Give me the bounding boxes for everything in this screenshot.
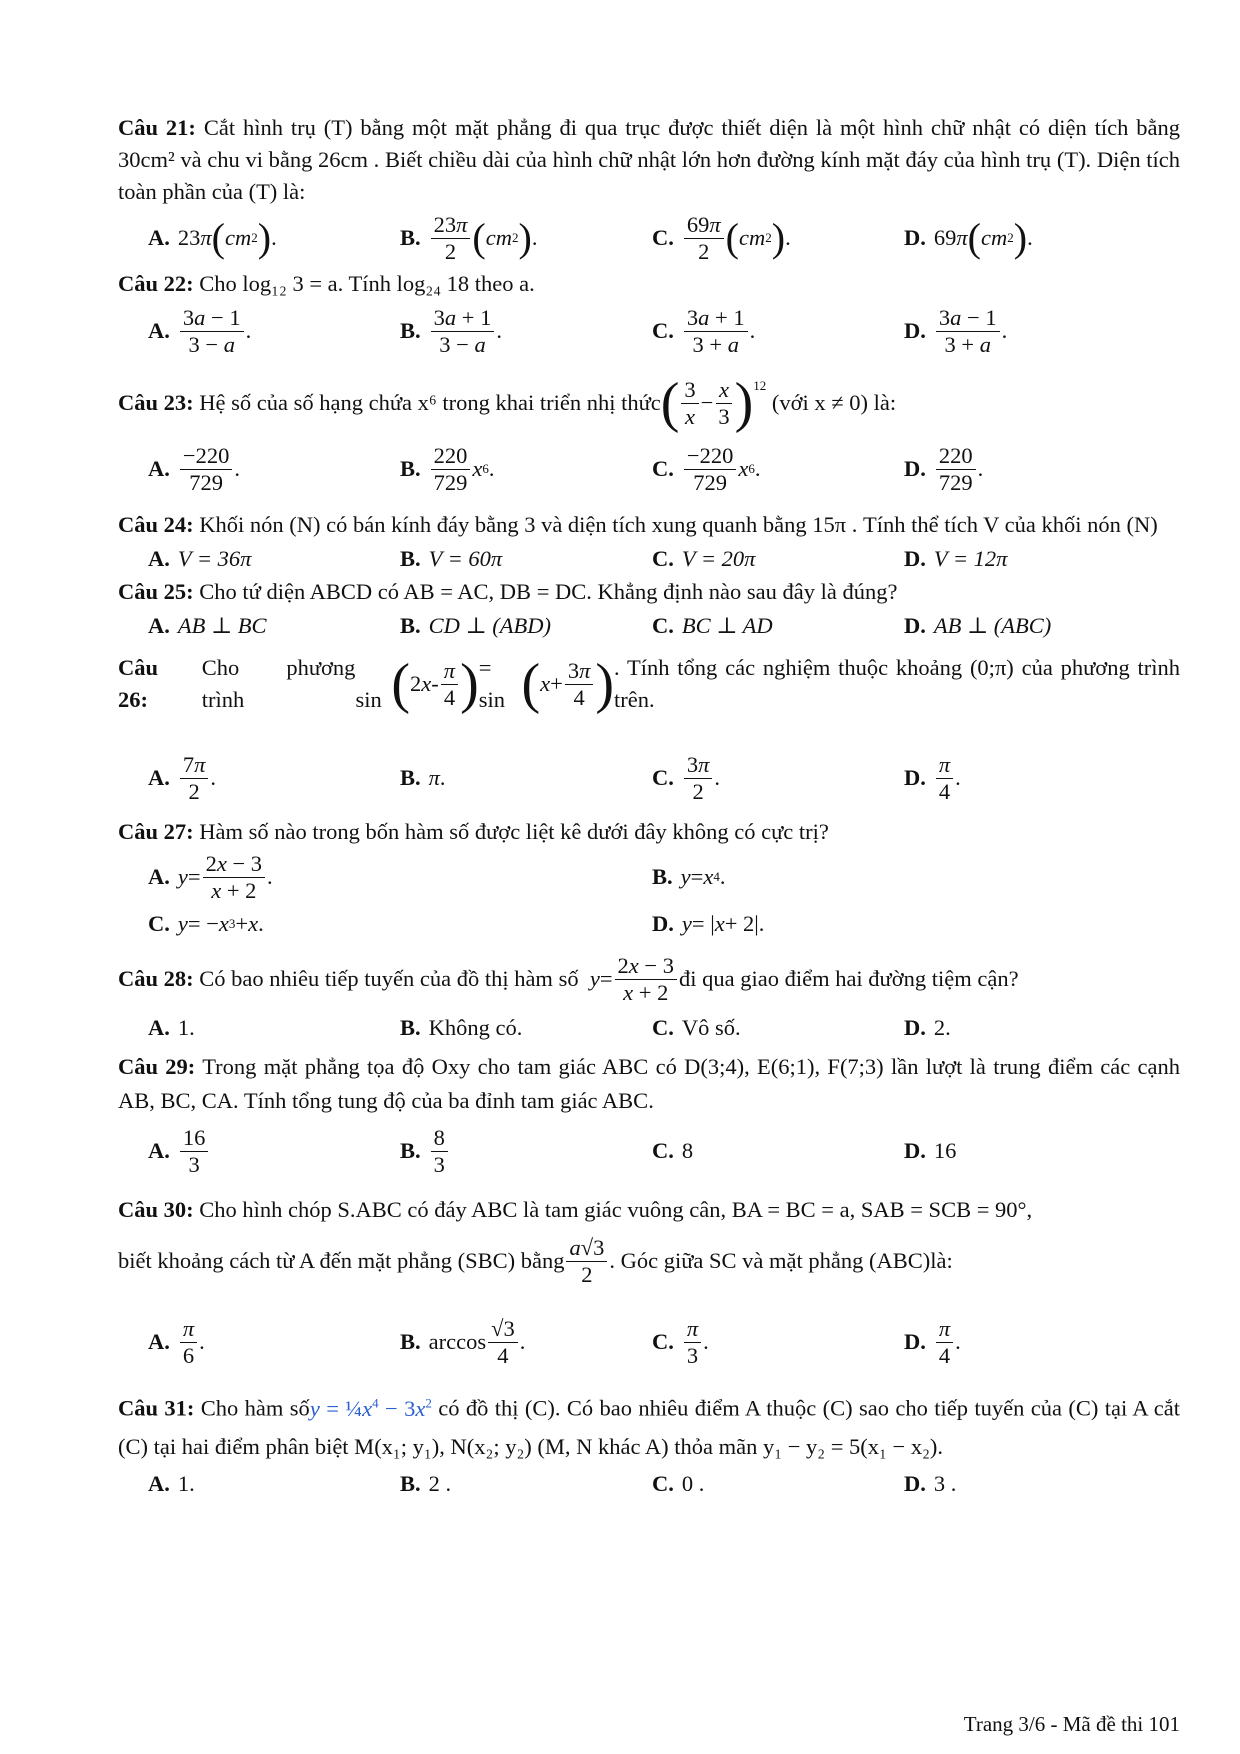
option-c[interactable]: C. 0 .: [652, 1470, 705, 1496]
option-d[interactable]: D. 3 .: [904, 1470, 957, 1496]
question-number: Câu 23:: [118, 390, 194, 415]
option-d[interactable]: D. $\frac{\pi}{4}$ .: [904, 751, 961, 804]
question-number: Câu 22:: [118, 271, 194, 296]
exam-page: [118, 112, 1180, 1502]
options-row: [148, 300, 1180, 362]
options-row: [148, 208, 1180, 268]
option-d[interactable]: D. V = 12π: [904, 546, 1008, 571]
question-stem: Cắt hình trụ (T) bằng một mặt phẳng đi qua trục được thiết diện là một hình chữ nhật có diện tích bằng 30cm² và chu vi bằng 26cm . Biết chiều dài của hình chữ nhật lớn hơn đường kính mặt đáy của hình trụ (T). Diện tích toàn phần của (T) là:: [118, 115, 1181, 204]
option-b[interactable]: B. $\frac{220}{729}$ x 6 .: [400, 442, 495, 495]
question-27: [118, 816, 1180, 942]
options-row: [148, 608, 1180, 644]
question-24: [118, 508, 1180, 576]
options-row: [148, 542, 1180, 576]
question-number: Câu 27:: [118, 819, 194, 844]
option-d[interactable]: D. 16: [904, 1138, 957, 1163]
option-a[interactable]: A. y = $\frac{2x - 3}{x + 2}$ .: [148, 850, 273, 903]
option-b[interactable]: B. $\frac{23\pi}{2}$ ( cm 2 ) .: [400, 211, 538, 264]
options-row: [148, 848, 1180, 906]
option-d[interactable]: D. y = | x + 2|.: [652, 911, 765, 936]
question-stem: Cho log₁₂ 3 = a. Tính log₂₄ 18 theo a.: [199, 271, 535, 296]
option-d[interactable]: D. 2.: [904, 1015, 951, 1040]
question-28: Câu 28: Có bao nhiêu tiếp tuyến của đồ thị hàm số y = $\frac{2x - 3}{x + 2}$ đi qua giao điểm hai đường tiệm cận? A. 1. B. Không có. C. Vô số. D. 2.: [118, 948, 1180, 1046]
option-b[interactable]: B. $\frac{8}{3}$: [400, 1125, 652, 1178]
option-c[interactable]: C. $\frac{3a + 1}{3 + a}$ .: [652, 304, 756, 357]
options-row: [148, 1466, 1180, 1502]
question-number: Câu 30:: [118, 1197, 194, 1222]
question-number: Câu 29:: [118, 1054, 196, 1079]
question-number: Câu 25:: [118, 579, 194, 604]
option-b[interactable]: B. CD ⊥ (ABD): [400, 613, 552, 638]
question-stem: Cho tứ diện ABCD có AB = AC, DB = DC. Khẳng định nào sau đây là đúng?: [199, 579, 898, 604]
option-a[interactable]: A. $\frac{\pi}{6}$ .: [148, 1315, 205, 1368]
question-stem: Khối nón (N) có bán kính đáy bằng 3 và diện tích xung quanh bằng 15π . Tính thể tích V của khối nón (N): [199, 512, 1158, 537]
option-b[interactable]: B. Không có.: [400, 1015, 523, 1040]
option-b[interactable]: B. arccos $\frac{√3}{4}$ .: [400, 1315, 526, 1368]
question-stem: Hàm số nào trong bốn hàm số được liệt kê dưới đây không có cực trị?: [199, 819, 829, 844]
question-30: Câu 30: Cho hình chóp S.ABC có đáy ABC là tam giác vuông cân, BA = BC = a, SAB = SCB = 90°, biết khoảng cách từ A đến mặt phẳng (SBC) bằng $\frac{a√3}{2}$ . Góc giữa SC và mặt phẳng (ABC)là: A. $\frac{\pi}{6}$ . B. arccos $\frac{√3}{4}$ . C. $\frac{\pi}{3}$ . D. $\frac{\pi}{4}$ .: [118, 1194, 1180, 1380]
option-c[interactable]: C. V = 20π: [652, 546, 756, 571]
option-d[interactable]: D. AB ⊥ (ABC): [904, 613, 1052, 638]
option-a[interactable]: A. 1.: [148, 1470, 195, 1496]
question-number: Câu 24:: [118, 512, 194, 537]
option-a[interactable]: A. $\frac{-220}{729}$ .: [148, 442, 240, 495]
question-29: [118, 1050, 1180, 1184]
option-b[interactable]: B. π .: [400, 765, 446, 790]
page-footer: Trang 3/6 - Mã đề thi 101: [963, 1712, 1180, 1736]
option-c[interactable]: C. BC ⊥ AD: [652, 613, 773, 638]
options-row: [148, 746, 1180, 810]
question-number: Câu 31:: [118, 1395, 195, 1421]
option-a[interactable]: A. $\frac{3a - 1}{3 - a}$ .: [148, 304, 252, 357]
option-d[interactable]: D. $\frac{3a - 1}{3 + a}$ .: [904, 304, 1008, 357]
option-a[interactable]: A. $\frac{7\pi}{2}$ .: [148, 751, 217, 804]
question-number: Câu 26:: [118, 655, 159, 712]
option-a[interactable]: A. 1.: [148, 1015, 195, 1040]
option-a[interactable]: A. AB ⊥ BC: [148, 613, 267, 638]
question-26: Câu 26: Cho phương trình sin ( 2 x - $\frac{\pi}{4}$ ) = sin ( x + $\frac{3\pi}{4}$ ) . Tính tổng các nghiệm thuộc khoảng (0;π) của phương trình trên. A. $\frac{7\pi}{2}$ . B. π . C. $\frac{3\pi}{2}$ . D. $\frac{\pi}{4}$ .: [118, 652, 1180, 810]
option-b[interactable]: B. 2 .: [400, 1470, 452, 1496]
option-d[interactable]: D. $\frac{\pi}{4}$ .: [904, 1315, 961, 1368]
option-a[interactable]: A. $\frac{16}{3}$: [148, 1125, 400, 1178]
option-c[interactable]: C. y = − x 3 + x .: [148, 911, 264, 936]
options-row: [148, 1118, 1180, 1184]
question-number: Câu 28:: [118, 966, 194, 991]
option-c[interactable]: C. $\frac{\pi}{3}$ .: [652, 1315, 709, 1368]
option-b[interactable]: B. $\frac{3a + 1}{3 - a}$ .: [400, 304, 502, 357]
option-c[interactable]: C. 8: [652, 1138, 694, 1163]
question-number: Câu 21:: [118, 115, 196, 140]
options-row: [148, 1010, 1180, 1046]
question-22: [118, 268, 1180, 362]
option-c[interactable]: C. $\frac{69\pi}{2}$ ( cm 2 ) .: [652, 211, 791, 264]
options-row: [148, 436, 1180, 502]
option-a[interactable]: A. 23 π ( cm 2 ) .: [148, 215, 277, 260]
option-b[interactable]: B. V = 60π: [400, 546, 503, 571]
options-row: [148, 906, 1180, 942]
question-31: Câu 31: Cho hàm sốy = $\frac{1}{4}x^4 - 3x^2$ có đồ thị (C). Có bao nhiêu điểm A thuộc (C) sao cho tiếp tuyến của (C) tại A cắt (C) tại hai điểm phân biệt M(x₁; y₁), N(x₂; y₂) (M, N khác A) thỏa mãn y₁ − y₂ = 5(x₁ − x₂). A. 1. B. 2 . C. 0 . D. 3 .: [118, 1384, 1180, 1502]
option-c[interactable]: C. Vô số.: [652, 1015, 741, 1040]
option-d[interactable]: D. 69 π ( cm 2 ) .: [904, 215, 1033, 260]
options-row: [148, 1304, 1180, 1380]
question-25: [118, 576, 1180, 644]
question-stem: Trong mặt phẳng tọa độ Oxy cho tam giác ABC có D(3;4), E(6;1), F(7;3) lần lượt là trung điểm các cạnh AB, BC, CA. Tính tổng tung độ của ba đỉnh tam giác ABC.: [118, 1054, 1181, 1113]
question-21: [118, 112, 1180, 268]
option-c[interactable]: C. $\frac{-220}{729}$ x 6 .: [652, 442, 761, 495]
option-c[interactable]: C. $\frac{3\pi}{2}$ .: [652, 751, 721, 804]
question-23: Câu 23: Hệ số của số hạng chứa x⁶ trong khai triển nhị thức ( $\frac{3}{x}$ − $\frac{x}{3}$ ) $^{12}$ (với x ≠ 0) là: A. $\frac{-220}{729}$ . B. $\frac{220}{729}$ x 6 . C. $\frac{-220}{729}$ x 6 . D. $\frac{220}{729}$ .: [118, 370, 1180, 502]
option-b[interactable]: B. y = x 4 .: [652, 864, 726, 889]
option-d[interactable]: D. $\frac{220}{729}$ .: [904, 442, 984, 495]
option-a[interactable]: A. V = 36π: [148, 546, 252, 571]
